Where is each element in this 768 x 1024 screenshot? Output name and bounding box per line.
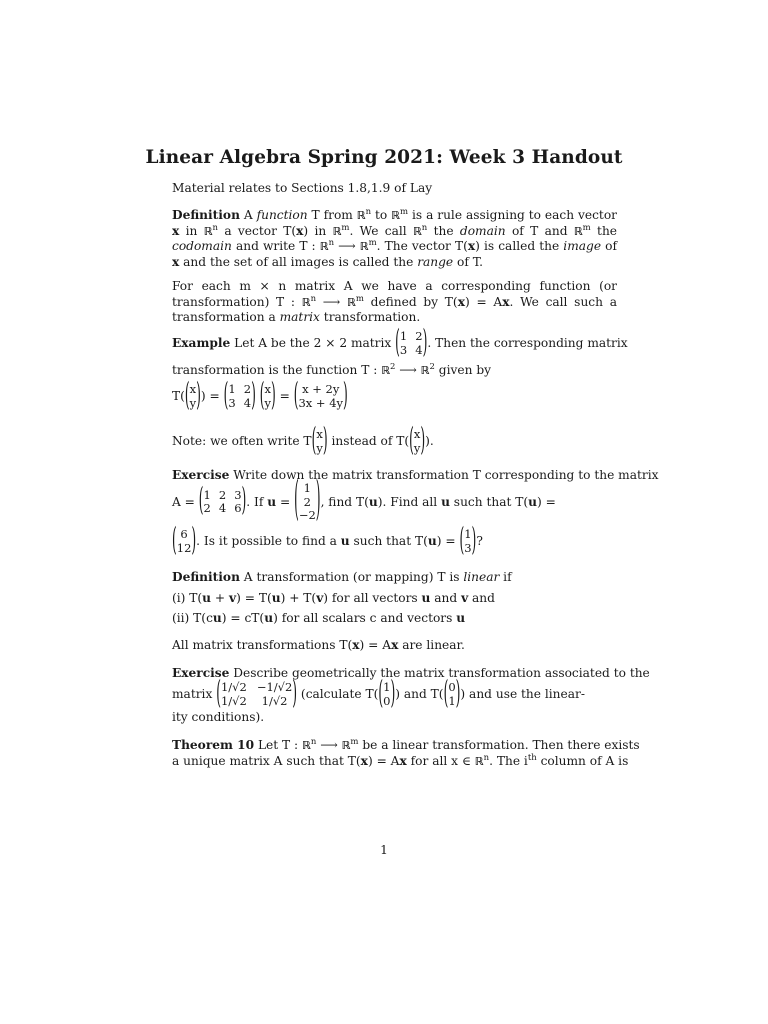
- example-equation: T( ( x y ) ) = ( 1 2 3 4 ) ( x y ) = ( x + 2y 3x + 4y ): [172, 376, 348, 413]
- all-matrix-linear: All matrix transformations T(x) = Ax are linear.: [172, 638, 465, 652]
- vector-u: ( 1 2 −2 ): [294, 472, 321, 526]
- note-line: Note: we often write T ( x y ) instead of T( ( x y ) ).: [172, 421, 434, 458]
- vector-xy: ( x y ): [259, 376, 276, 413]
- page-title: Linear Algebra Spring 2021: Week 3 Handout: [145, 147, 623, 168]
- vector-e1: ( 1 0 ): [378, 674, 396, 711]
- exercise2-line-3: ity conditions).: [172, 710, 265, 724]
- example-line-2: transformation is the function T : ℝ$^2$ ⟶ ℝ$^2$ given by: [172, 361, 492, 377]
- matrix-2x3: ( 1 2 3 2 4 6 ): [198, 481, 247, 519]
- vector-6-12: ( 6 12 ): [172, 521, 197, 558]
- exercise-label: Exercise: [172, 468, 230, 482]
- vector-e2: ( 0 1 ): [443, 674, 461, 711]
- result-vector: ( x + 2y 3x + 4y ): [293, 376, 348, 413]
- exercise2-line-2: matrix ( 1/√2 −1/√2 1/√2 1/√2 ) (calculate T( ( 1 0 ) ) and T( ( 0 1 ) ) and use the linear-: [172, 674, 585, 711]
- example-label: Example: [172, 336, 231, 350]
- exercise1-line-2: A = ( 1 2 3 2 4 6 ) . If u = ( 1 2 −2 ) , find T(u). Find all u such that T(u) =: [172, 472, 556, 526]
- page-number: 1: [380, 843, 388, 857]
- rotation-matrix: ( 1/√2 −1/√2 1/√2 1/√2 ): [216, 674, 298, 711]
- subtitle: Material relates to Sections 1.8,1.9 of Lay: [172, 181, 433, 195]
- matrix-transformation-paragraph: For each m × n matrix A we have a corresponding function (or transformation) T : ℝ$^n$ ⟶ ℝ$^m$ defined by T(x) = Ax. We call such a transformation a matrix transformation.: [172, 279, 618, 325]
- matrix-2x2: ( 1 2 3 4 ): [395, 323, 428, 360]
- definition-function: Definition A function T from ℝ$^n$ to ℝ$^m$ is a rule assigning to each vector x in ℝ$^n$ a vector T(x) in ℝ$^m$. We call ℝ$^n$ the domain of T and ℝ$^m$ the codomain and write T : ℝ$^n$ ⟶ ℝ$^m$. The vector T(x) is called the image of x and the set of all images is called the range of T.: [172, 206, 618, 269]
- matrix-2x2-repeat: ( 1 2 3 4 ): [223, 376, 256, 413]
- theorem-line-2: a unique matrix A such that T(x) = Ax for all x ∈ ℝ$^n$. The $i^{th}$ column of A is: [172, 752, 629, 768]
- vector-1-3: ( 1 3 ): [459, 521, 477, 558]
- theorem-line-1: Theorem 10 Let T : ℝ$^n$ ⟶ ℝ$^m$ be a linear transformation. Then there exists: [172, 736, 640, 752]
- vector-xy: ( x y ): [184, 376, 201, 413]
- exercise1-line-3: ( 6 12 ) . Is it possible to find a u such that T(u) = ( 1 3 ) ?: [172, 521, 483, 558]
- linearity-condition-1: (i) T(u + v) = T(u) + T(v) for all vectors u and v and: [172, 591, 495, 605]
- exercise1-line-1: Exercise Write down the matrix transformation T corresponding to the matrix: [172, 468, 659, 482]
- linearity-condition-2: (ii) T(cu) = cT(u) for all scalars c and vectors u: [172, 611, 466, 625]
- definition-label: Definition: [172, 208, 240, 222]
- example-line-1: Example Let A be the 2 × 2 matrix ( 1 2 3 4 ) . Then the corresponding matrix: [172, 323, 628, 360]
- exercise2-line-1: Exercise Describe geometrically the matrix transformation associated to the: [172, 666, 650, 680]
- definition-linear: Definition A transformation (or mapping) T is linear if: [172, 570, 512, 584]
